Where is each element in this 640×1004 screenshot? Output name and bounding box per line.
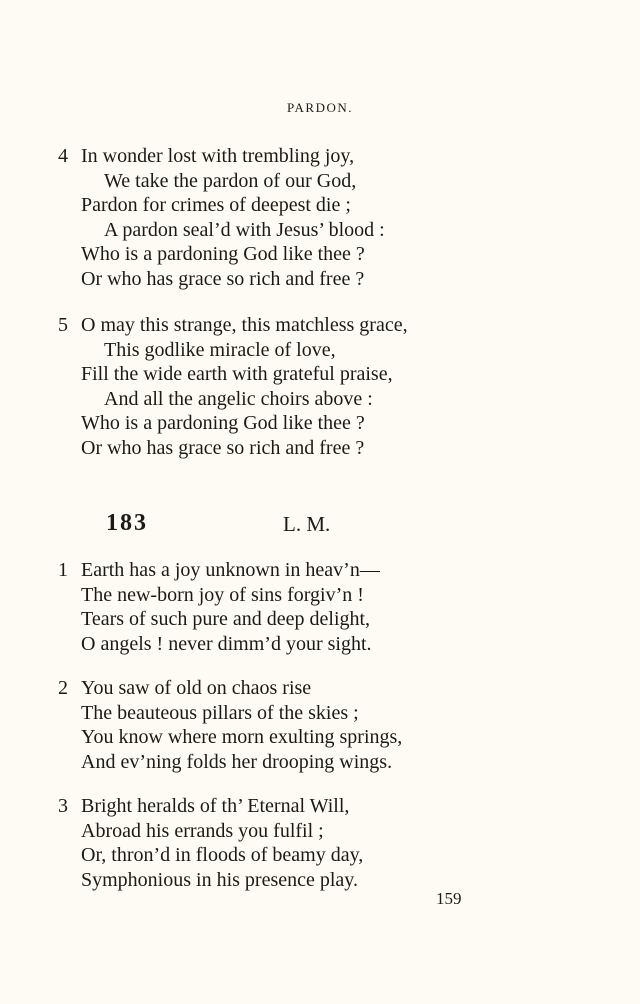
line-text: Abroad his errands you fulfil ; bbox=[81, 819, 324, 842]
line-text: O may this strange, this matchless grace, bbox=[81, 314, 408, 336]
stanza-line bbox=[58, 338, 528, 363]
hymn-stanza-3 bbox=[58, 794, 528, 892]
line-text: Who is a pardoning God like thee ? bbox=[81, 412, 365, 434]
hymn-meter: L. M. bbox=[283, 512, 331, 536]
stanza-number: 4 bbox=[58, 145, 68, 167]
stanza-5 bbox=[58, 313, 528, 460]
stanza-line bbox=[58, 583, 528, 608]
line-text: This godlike miracle of love, bbox=[104, 338, 336, 361]
stanza-line bbox=[58, 632, 528, 657]
page-number: 159 bbox=[436, 889, 462, 908]
hymn-stanza-1 bbox=[58, 558, 528, 656]
stanza-line bbox=[58, 218, 528, 243]
line-text: Earth has a joy unknown in heav’n— bbox=[81, 559, 380, 581]
line-text: Tears of such pure and deep delight, bbox=[81, 608, 371, 630]
stanza-4 bbox=[58, 144, 528, 291]
line-text: Symphonious in his presence play. bbox=[81, 868, 359, 891]
stanza-line bbox=[58, 750, 528, 775]
line-text: We take the pardon of our God, bbox=[104, 169, 357, 192]
line-text: Fill the wide earth with grateful praise, bbox=[81, 363, 393, 385]
line-text: In wonder lost with trembling joy, bbox=[81, 145, 355, 167]
stanza-number: 3 bbox=[58, 795, 68, 817]
stanza-line bbox=[58, 794, 528, 819]
stanza-line bbox=[58, 607, 528, 632]
line-text: Or who has grace so rich and free ? bbox=[81, 267, 365, 290]
stanza-line bbox=[58, 725, 528, 750]
stanza-line bbox=[58, 169, 528, 194]
line-text: Or who has grace so rich and free ? bbox=[81, 436, 365, 459]
line-text: Pardon for crimes of deepest die ; bbox=[81, 194, 351, 216]
line-text: You saw of old on chaos rise bbox=[81, 677, 312, 699]
stanza-number: 1 bbox=[58, 559, 68, 581]
stanza-line bbox=[58, 558, 528, 583]
stanza-line bbox=[58, 267, 528, 292]
stanza-line bbox=[58, 843, 528, 868]
line-text: The new-born joy of sins forgiv’n ! bbox=[81, 583, 364, 606]
line-text: A pardon seal’d with Jesus’ blood : bbox=[104, 218, 385, 241]
line-text: Or, thron’d in floods of beamy day, bbox=[81, 844, 364, 866]
stanza-line bbox=[58, 144, 528, 169]
stanza-line bbox=[58, 436, 528, 461]
stanza-number: 5 bbox=[58, 314, 68, 336]
line-text: The beauteous pillars of the skies ; bbox=[81, 701, 359, 724]
line-text: Who is a pardoning God like thee ? bbox=[81, 243, 365, 265]
stanza-line bbox=[58, 701, 528, 726]
stanza-number: 2 bbox=[58, 677, 68, 699]
hymn-stanza-2 bbox=[58, 676, 528, 774]
line-text: You know where morn exulting springs, bbox=[81, 726, 403, 748]
stanza-line bbox=[58, 819, 528, 844]
stanza-line bbox=[58, 242, 528, 267]
line-text: And ev’ning folds her drooping wings. bbox=[81, 750, 393, 773]
stanza-line bbox=[58, 313, 528, 338]
running-head: PARDON. bbox=[286, 100, 353, 115]
stanza-line bbox=[58, 387, 528, 412]
stanza-line bbox=[58, 193, 528, 218]
line-text: O angels ! never dimm’d your sight. bbox=[81, 632, 372, 655]
line-text: Bright heralds of th’ Eternal Will, bbox=[81, 795, 350, 817]
line-text: And all the angelic choirs above : bbox=[104, 387, 373, 410]
hymn-heading bbox=[0, 510, 640, 540]
stanza-line bbox=[58, 362, 528, 387]
stanza-line bbox=[58, 411, 528, 436]
hymn-number: 183 bbox=[106, 510, 148, 536]
stanza-line bbox=[58, 676, 528, 701]
